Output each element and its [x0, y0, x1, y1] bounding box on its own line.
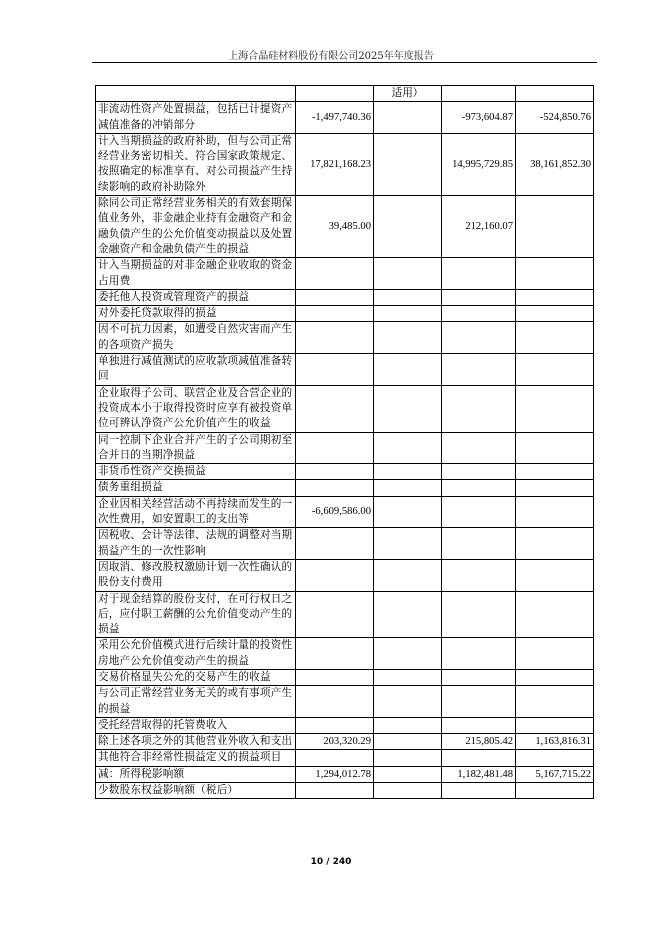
prior-year-cell [442, 480, 516, 496]
note-cell [374, 258, 442, 290]
item-cell: 非流动性资产处置损益，包括已计提资产减值准备的冲销部分 [96, 102, 296, 134]
prior-year-cell [442, 86, 516, 102]
table-row [96, 306, 594, 322]
amount-cell [296, 480, 374, 496]
item-cell: 委托他人投资或管理资产的损益 [96, 289, 296, 305]
item-cell: 企业因相关经营活动不再持续而发生的一次性费用，如安置职工的支出等 [96, 496, 296, 528]
amount-cell [296, 289, 374, 305]
prior-year2-cell [516, 385, 594, 432]
note-cell [374, 385, 442, 432]
table-row [96, 289, 594, 305]
amount-cell [296, 638, 374, 670]
prior-year-cell: -973,604.87 [442, 102, 516, 134]
table-row [96, 686, 594, 718]
note-cell [374, 464, 442, 480]
prior-year-cell [442, 306, 516, 322]
prior-year2-cell [516, 686, 594, 718]
table-row [96, 464, 594, 480]
amount-cell: 1,294,012.78 [296, 766, 374, 782]
amount-cell [296, 528, 374, 560]
prior-year-cell [442, 783, 516, 799]
item-cell: 因取消、修改股权激励计划一次性确认的股份支付费用 [96, 559, 296, 591]
item-cell: 交易价格显失公允的交易产生的收益 [96, 669, 296, 685]
prior-year2-cell [516, 196, 594, 258]
amount-cell: -1,497,740.36 [296, 102, 374, 134]
item-cell: 对外委托贷款取得的损益 [96, 306, 296, 322]
item-cell: 非货币性资产交换损益 [96, 464, 296, 480]
prior-year-cell [442, 289, 516, 305]
amount-cell [296, 306, 374, 322]
table-row [96, 496, 594, 528]
prior-year-cell [442, 464, 516, 480]
prior-year-cell [442, 322, 516, 354]
note-cell [374, 432, 442, 464]
note-cell [374, 669, 442, 685]
amount-cell [296, 432, 374, 464]
note-cell [374, 528, 442, 560]
prior-year-cell: 1,182,481.48 [442, 766, 516, 782]
amount-cell: 17,821,168.23 [296, 133, 374, 195]
note-cell [374, 734, 442, 750]
amount-cell [296, 783, 374, 799]
prior-year2-cell: 5,167,715.22 [516, 766, 594, 782]
prior-year2-cell [516, 496, 594, 528]
prior-year2-cell: 38,161,852.30 [516, 133, 594, 195]
item-cell: 单独进行减值测试的应收款项减值准备转回 [96, 354, 296, 386]
prior-year-cell [442, 528, 516, 560]
note-cell: 适用） [374, 86, 442, 102]
item-cell: 减：所得税影响额 [96, 766, 296, 782]
table-row [96, 591, 594, 638]
table-row [96, 354, 594, 386]
prior-year-cell: 215,805.42 [442, 734, 516, 750]
item-cell: 少数股东权益影响额（税后） [96, 783, 296, 799]
prior-year2-cell [516, 306, 594, 322]
header-divider [92, 62, 597, 63]
note-cell [374, 496, 442, 528]
note-cell [374, 750, 442, 766]
prior-year2-cell [516, 638, 594, 670]
note-cell [374, 717, 442, 733]
page-number: 10 / 240 [310, 857, 352, 867]
prior-year-cell [442, 717, 516, 733]
prior-year-cell [442, 591, 516, 638]
item-cell: 因税收、会计等法律、法规的调整对当期损益产生的一次性影响 [96, 528, 296, 560]
table-row [96, 102, 594, 134]
item-cell: 受托经营取得的托管费收入 [96, 717, 296, 733]
prior-year2-cell [516, 591, 594, 638]
table-row [96, 717, 594, 733]
item-cell [96, 86, 296, 102]
prior-year2-cell [516, 559, 594, 591]
prior-year-cell [442, 669, 516, 685]
prior-year2-cell [516, 289, 594, 305]
table-row [96, 669, 594, 685]
item-cell: 对于现金结算的股份支付，在可行权日之后，应付职工薪酬的公允价值变动产生的损益 [96, 591, 296, 638]
amount-cell [296, 258, 374, 290]
table-row [96, 432, 594, 464]
prior-year-cell [442, 638, 516, 670]
prior-year-cell: 212,160.07 [442, 196, 516, 258]
prior-year-cell [442, 750, 516, 766]
note-cell [374, 354, 442, 386]
prior-year2-cell [516, 322, 594, 354]
prior-year-cell [442, 559, 516, 591]
amount-cell: 39,485.00 [296, 196, 374, 258]
item-cell: 与公司正常经营业务无关的或有事项产生的损益 [96, 686, 296, 718]
prior-year2-cell [516, 783, 594, 799]
table-row [96, 86, 594, 102]
amount-cell [296, 464, 374, 480]
prior-year2-cell [516, 480, 594, 496]
note-cell [374, 306, 442, 322]
amount-cell [296, 385, 374, 432]
prior-year2-cell [516, 528, 594, 560]
item-cell: 计入当期损益的对非金融企业收取的资金占用费 [96, 258, 296, 290]
table-body [96, 86, 594, 799]
amount-cell [296, 354, 374, 386]
prior-year2-cell: 1,163,816.31 [516, 734, 594, 750]
table-row [96, 385, 594, 432]
item-cell: 同一控制下企业合并产生的子公司期初至合并日的当期净损益 [96, 432, 296, 464]
amount-cell [296, 559, 374, 591]
prior-year2-cell: -524,850.76 [516, 102, 594, 134]
note-cell [374, 322, 442, 354]
non-recurring-gains-table [95, 85, 594, 799]
item-cell: 因不可抗力因素，如遭受自然灾害而产生的各项资产损失 [96, 322, 296, 354]
table-row [96, 734, 594, 750]
note-cell [374, 102, 442, 134]
amount-cell: -6,609,586.00 [296, 496, 374, 528]
prior-year-cell [442, 258, 516, 290]
table-row [96, 322, 594, 354]
note-cell [374, 766, 442, 782]
prior-year2-cell [516, 669, 594, 685]
prior-year-cell [442, 354, 516, 386]
amount-cell [296, 669, 374, 685]
item-cell: 除上述各项之外的其他营业外收入和支出 [96, 734, 296, 750]
prior-year2-cell [516, 258, 594, 290]
note-cell [374, 289, 442, 305]
note-cell [374, 480, 442, 496]
prior-year-cell [442, 385, 516, 432]
prior-year2-cell [516, 432, 594, 464]
amount-cell [296, 717, 374, 733]
amount-cell [296, 591, 374, 638]
amount-cell [296, 322, 374, 354]
item-cell: 除同公司正常经营业务相关的有效套期保值业务外，非金融企业持有金融资产和金融负债产生的公允价值变动损益以及处置金融资产和金融负债产生的损益 [96, 196, 296, 258]
prior-year-cell [442, 432, 516, 464]
prior-year2-cell [516, 86, 594, 102]
report-header: 上海合晶硅材料股份有限公司2025年年度报告 [228, 51, 434, 62]
note-cell [374, 638, 442, 670]
item-cell: 采用公允价值模式进行后续计量的投资性房地产公允价值变动产生的损益 [96, 638, 296, 670]
table-row [96, 133, 594, 195]
prior-year2-cell [516, 750, 594, 766]
table-row [96, 750, 594, 766]
prior-year-cell [442, 496, 516, 528]
item-cell: 债务重组损益 [96, 480, 296, 496]
item-cell: 计入当期损益的政府补助，但与公司正常经营业务密切相关、符合国家政策规定、按照确定的标准享有、对公司损益产生持续影响的政府补助除外 [96, 133, 296, 195]
table-row [96, 196, 594, 258]
prior-year-cell [442, 686, 516, 718]
note-cell [374, 686, 442, 718]
note-cell [374, 783, 442, 799]
amount-cell [296, 86, 374, 102]
table-row [96, 559, 594, 591]
note-cell [374, 133, 442, 195]
table-row [96, 783, 594, 799]
item-cell: 其他符合非经常性损益定义的损益项目 [96, 750, 296, 766]
table-row [96, 258, 594, 290]
table-row [96, 528, 594, 560]
amount-cell: 203,320.29 [296, 734, 374, 750]
prior-year-cell: 14,995,729.85 [442, 133, 516, 195]
amount-cell [296, 686, 374, 718]
note-cell [374, 196, 442, 258]
amount-cell [296, 750, 374, 766]
table-row [96, 480, 594, 496]
note-cell [374, 591, 442, 638]
prior-year2-cell [516, 354, 594, 386]
prior-year2-cell [516, 717, 594, 733]
table-row [96, 638, 594, 670]
note-cell [374, 559, 442, 591]
item-cell: 企业取得子公司、联营企业及合营企业的投资成本小于取得投资时应享有被投资单位可辨认净资产公允价值产生的收益 [96, 385, 296, 432]
prior-year2-cell [516, 464, 594, 480]
table-row [96, 766, 594, 782]
